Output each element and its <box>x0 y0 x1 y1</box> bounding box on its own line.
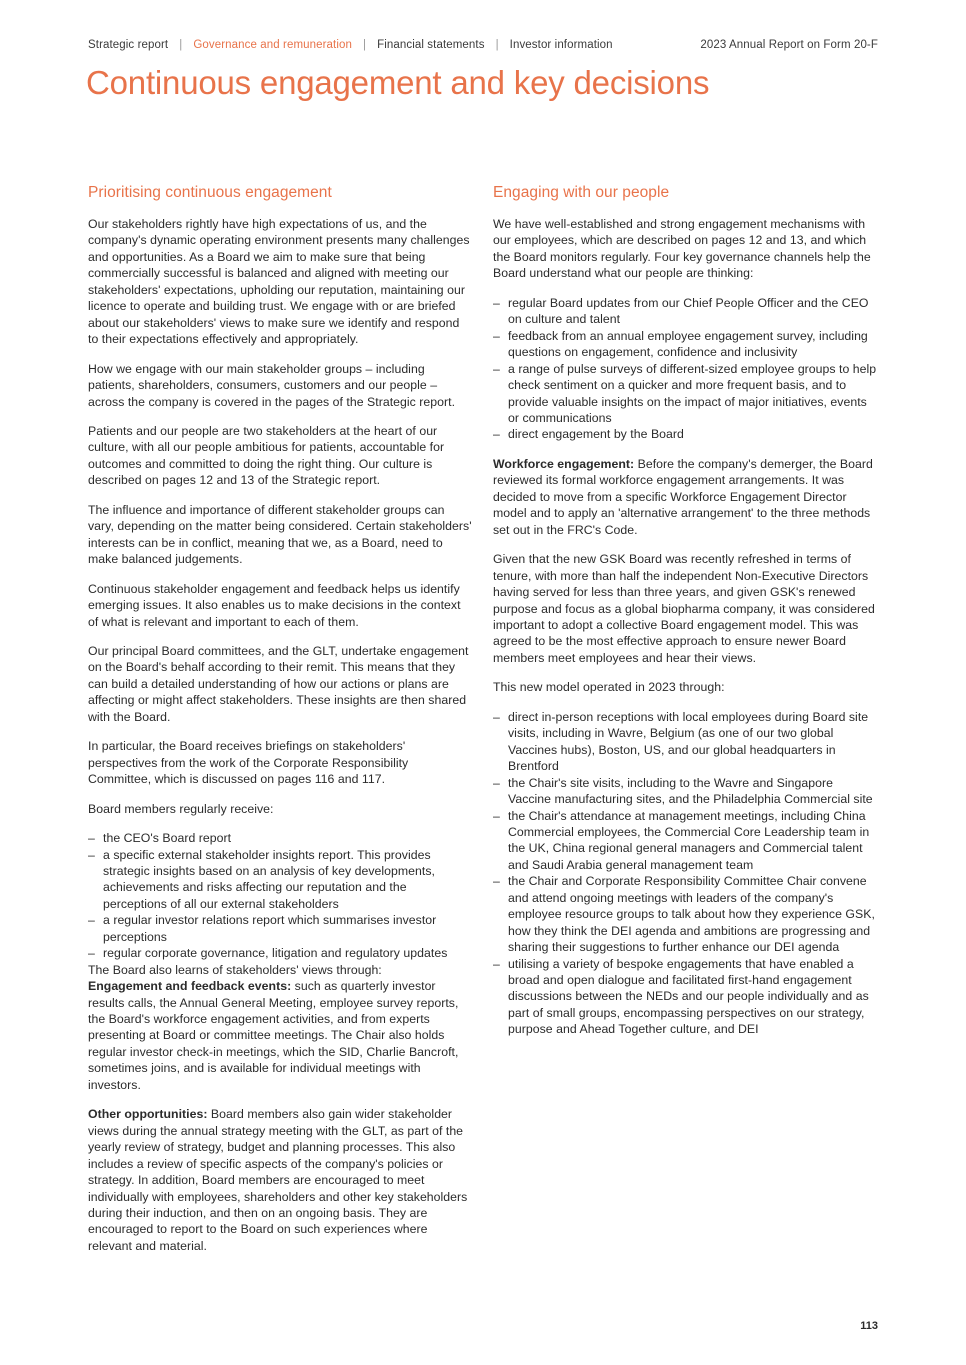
breadcrumb-item-investor-information[interactable]: Investor information <box>509 39 613 51</box>
engagement-and-feedback-events-label: Engagement and feedback events: <box>88 979 292 994</box>
breadcrumb-item-financial-statements[interactable]: Financial statements <box>377 39 485 51</box>
list-item <box>493 361 878 427</box>
list-item <box>493 775 878 808</box>
list-item <box>88 830 473 846</box>
page-title: Continuous engagement and key decisions <box>86 64 710 101</box>
board-members-receive-list <box>88 830 473 962</box>
list-marker: – <box>88 946 95 961</box>
other-opportunities-body: Board members also gain wider stakeholder views during the annual strategy meeting with the GLT, as part of the yearly review of strategy, budget and planning processes. This also includes a review of specific aspects of the company's policies or strategy. In addition, Board members are encouraged to meet individually with employees, shareholders and other key stakeholders during their induction, and then on an ongoing basis. They are encouraged to report to the Board on such experiences where relevant and material. <box>88 1107 468 1253</box>
workforce-engagement-label: Workforce engagement: <box>493 456 635 471</box>
list-marker: – <box>88 831 95 846</box>
list-item-label: direct engagement by the Board <box>508 427 684 442</box>
section-heading-prioritising-continuous-engagement: Prioritising continuous engagement <box>88 184 332 201</box>
paragraph: Our stakeholders rightly have high expectations of us, and the company's dynamic operating environment presents many challenges and opportunities. As a Board we aim to make sure that being commercially successful is balanced and aligned with meeting our stakeholders' expectations, upholding our reputation, maintaining our licence to operate and building trust. We engage with or are briefed about our stakeholders' views to make sure we identify and respond to their expectations effectively and appropriately. <box>88 217 470 347</box>
engagement-and-feedback-events-paragraph <box>88 978 473 1093</box>
paragraph: Continuous stakeholder engagement and feedback helps us identify emerging issues. It also enables us to make decisions in the context of what is relevant and important to each of them. <box>88 581 461 629</box>
paragraph: How we engage with our main stakeholder groups – including patients, shareholders, consumers, customers and our people – across the company is covered in the pages of the Strategic report. <box>88 361 456 409</box>
list-item <box>493 808 878 874</box>
other-opportunities-label: Other opportunities: <box>88 1107 208 1122</box>
list-item <box>493 295 878 328</box>
list-marker: – <box>493 775 500 790</box>
list-marker: – <box>493 328 500 343</box>
list-marker: – <box>493 427 500 442</box>
list-marker: – <box>493 361 500 376</box>
workforce-engagement-paragraph <box>493 456 878 538</box>
list-marker: – <box>493 709 500 724</box>
list-item-label: a regular investor relations report which summarises investor perceptions <box>103 913 437 944</box>
list-item-label: direct in-person receptions with local employees during Board site visits, including in Wavre, Belgium (as one of our two global Vaccines hubs), Boston, US, and our global headquarters in Brentford <box>508 709 869 774</box>
list-marker: – <box>493 874 500 889</box>
breadcrumb-item-governance-and-remuneration[interactable]: Governance and remuneration <box>193 39 352 51</box>
list-item-label: regular Board updates from our Chief People Officer and the CEO on culture and talent <box>508 295 869 327</box>
breadcrumb-separator: | <box>495 39 499 51</box>
list-item-label: regular corporate governance, litigation and regulatory updates <box>103 946 448 961</box>
other-opportunities-paragraph <box>88 1106 473 1254</box>
paragraph: Given that the new GSK Board was recently refreshed in terms of tenure, with more than half the independent Non-Executive Directors having served for less than three years, and given GSK's renewed purpose and focus as a global biopharma company, it was considered important to adopt a collective Board engagement model. This was agreed to be the most effective approach to ensure newer Board members meet employees and hear their views. <box>493 552 875 665</box>
list-item <box>88 945 473 961</box>
page-number: 113 <box>860 1320 878 1332</box>
content-columns <box>88 183 878 1267</box>
left-column <box>88 183 473 1267</box>
governance-channels-list <box>493 295 878 443</box>
list-item <box>493 873 878 955</box>
list-item-label: a range of pulse surveys of different-sized employee groups to help check sentiment on a quicker and more frequent basis, and to provide valuable insights on the impact of major initiatives, events or communications <box>508 361 877 425</box>
list-item-label: the Chair and Corporate Responsibility Committee Chair convene and attend ongoing meetings with leaders of the company's employee resource groups to talk about how they experience GSK, how they think the DEI agenda and ambitions are progressing and sharing their suggestions to further enhance our DEI agenda <box>508 874 875 955</box>
list-item-label: the CEO's Board report <box>103 831 232 846</box>
paragraph: Board members regularly receive: <box>88 801 274 816</box>
list-item <box>493 956 878 1038</box>
list-item <box>88 912 473 945</box>
engagement-and-feedback-events-body: such as quarterly investor results calls, the Annual General Meeting, employee survey reports, the Board's workforce engagement activities, and from experts presenting at Board or committee meetings. The Chair also holds regular investor check-in meetings, which the SID, Charlie Bancroft, sometimes joins, and is available for individual meetings with investors. <box>88 979 459 1092</box>
list-marker: – <box>88 913 95 928</box>
paragraph: The Board also learns of stakeholders' views through: <box>88 962 382 977</box>
list-item-label: the Chair's attendance at management meetings, including China Commercial employees, the Commercial Core Leadership team in the UK, China regional general managers and Commercial talent and Saudi Arabia general management team <box>508 808 870 872</box>
breadcrumb-item-strategic-report[interactable]: Strategic report <box>88 39 169 51</box>
list-item <box>493 426 878 442</box>
report-title-label: 2023 Annual Report on Form 20-F <box>700 39 878 51</box>
paragraph: We have well-established and strong engagement mechanisms with our employees, which are described on pages 12 and 13, and which the Board monitors regularly. Four key governance channels help the Board understand what our people are thinking: <box>493 217 871 281</box>
list-item-label: the Chair's site visits, including to the Wavre and Singapore Vaccine manufacturing sites, and the Philadelphia Commercial site <box>508 775 873 807</box>
list-marker: – <box>493 295 500 310</box>
workforce-engagement-body: Before the company's demerger, the Board reviewed its formal workforce engagement arrangements. It was decided to move from a specific Workforce Engagement Director model and to apply an 'alternative arrangement' to the three methods set out in the FRC's Code. <box>493 456 873 537</box>
list-item-label: feedback from an annual employee engagement survey, including questions on engagement, confidence and inclusivity <box>508 328 868 360</box>
page-header <box>88 38 878 52</box>
list-item <box>493 328 878 361</box>
list-item <box>493 709 878 775</box>
breadcrumb-separator: | <box>363 39 367 51</box>
breadcrumb <box>88 38 613 52</box>
right-column <box>493 183 878 1267</box>
paragraph: This new model operated in 2023 through: <box>493 680 725 695</box>
list-marker: – <box>493 808 500 823</box>
section-heading-engaging-with-our-people: Engaging with our people <box>493 184 670 201</box>
breadcrumb-separator: | <box>179 39 183 51</box>
list-item-label: utilising a variety of bespoke engagements that have enabled a broad and open dialogue and facilitated first-hand engagement discussions between the NEDs and our people individually and as part of small groups, encompassing perspectives on our strategy, purpose and Ahead Together culture, and DEI <box>508 956 869 1037</box>
list-item-label: a specific external stakeholder insights report. This provides strategic insights based on an analysis of key developments, achievements and risks affecting our reputation and the perceptions of all our external stakeholders <box>103 847 435 911</box>
list-marker: – <box>88 847 95 862</box>
new-model-2023-list <box>493 709 878 1038</box>
paragraph: Our principal Board committees, and the GLT, undertake engagement on the Board's behalf according to their remit. This means that they can build a detailed understanding of how our actions or plans are affecting or might affect stakeholders. These insights are then shared with the Board. <box>88 643 469 724</box>
paragraph: Patients and our people are two stakeholders at the heart of our culture, with all our people ambitious for patients, accountable for outcomes and committed to doing the right thing. Our culture is described on pages 12 and 13 of the Strategic report. <box>88 423 445 488</box>
paragraph: In particular, the Board receives briefings on stakeholders' perspectives from the work of the Corporate Responsibility Committee, which is discussed on pages 116 and 117. <box>88 739 409 787</box>
paragraph: The influence and importance of different stakeholder groups can vary, depending on the matter being considered. Certain stakeholders' interests can be in conflict, meaning that we, as a Board, need to make balanced judgements. <box>88 502 472 567</box>
list-marker: – <box>493 956 500 971</box>
list-item <box>88 847 473 913</box>
